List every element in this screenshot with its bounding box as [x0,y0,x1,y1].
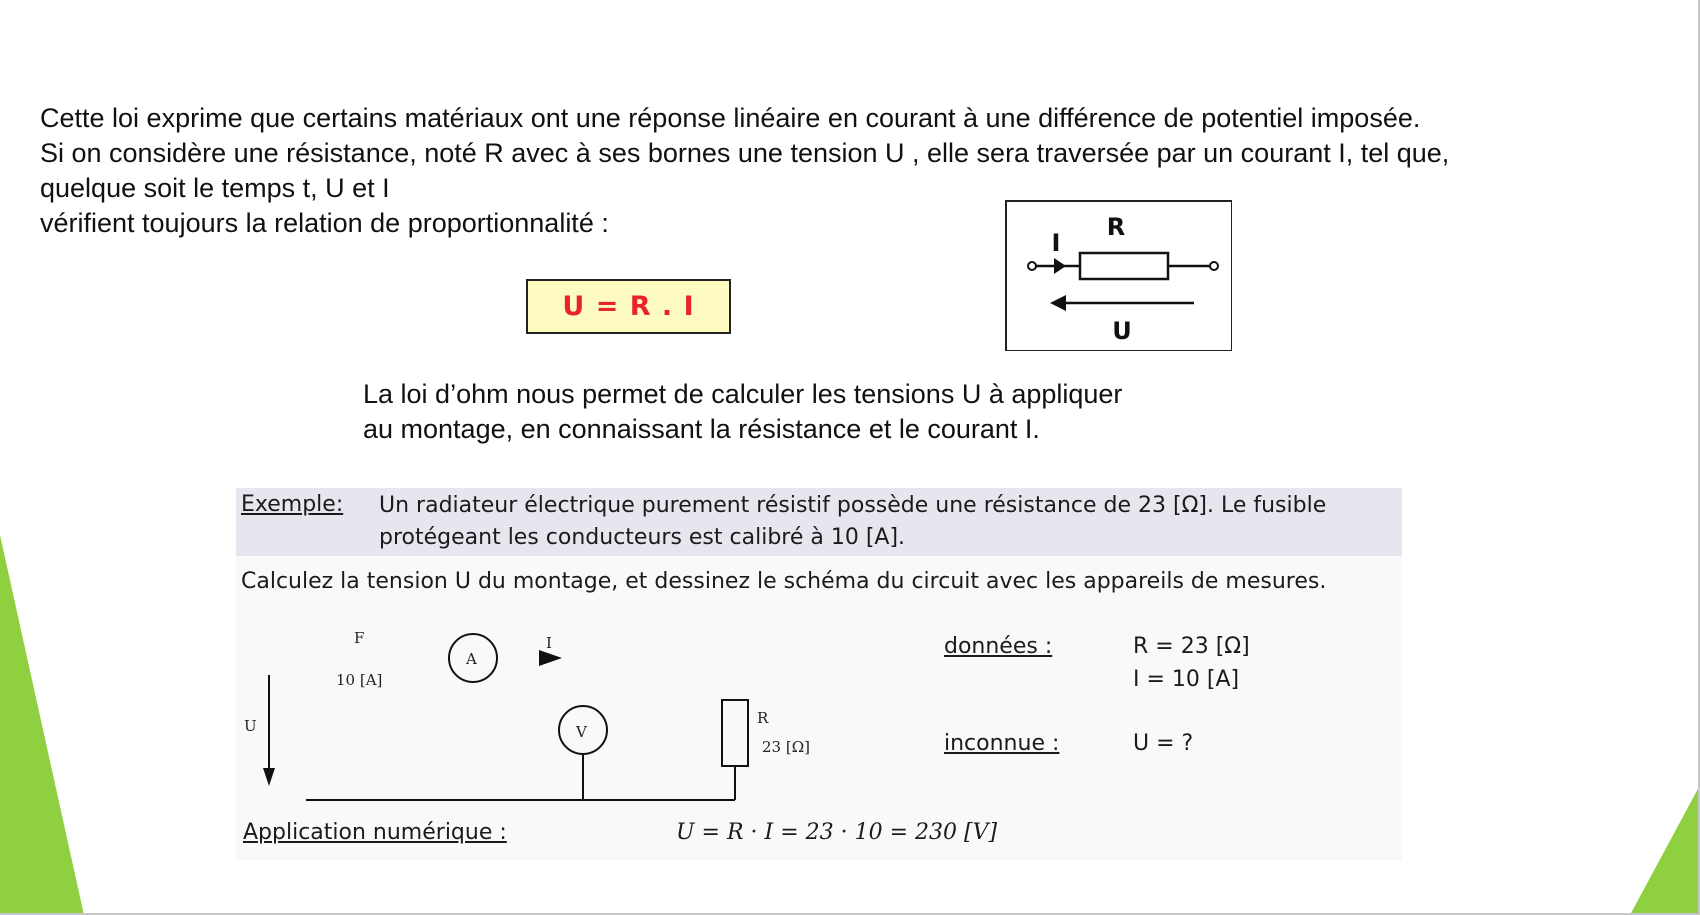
resistor-value: 23 [Ω] [762,738,810,756]
unknown-label: inconnue : [944,731,1060,756]
circuit-u-arrow [263,768,275,786]
formula-box: U = R . I [526,279,731,334]
paragraph-line-1: La loi d’ohm nous permet de calculer les tensions U à appliquer [363,379,1123,409]
application-label: Application numérique : [243,820,507,845]
circuit-resistor [722,700,748,766]
green-triangle-left [0,535,90,915]
schematic-terminal-left [1028,262,1036,270]
example-label: Exemple: [241,492,344,517]
voltmeter-label: V [576,723,587,741]
resistor-label: R [757,709,769,727]
example-circuit [236,620,836,810]
green-triangle-right [1630,785,1700,915]
fuse-label: F [354,629,365,647]
schematic-i-label: I [1051,229,1061,257]
fuse-value: 10 [A] [336,671,383,689]
resistor-schematic [1004,199,1232,351]
example-text-line-2: protégeant les conducteurs est calibré à 10 [A]. [379,525,906,550]
data-i: I = 10 [A] [1133,667,1240,692]
voltage-label: U [244,717,257,735]
circuit-current-arrow [539,650,562,666]
schematic-terminal-right [1210,262,1218,270]
intro-line-3: quelque soit le temps t, U et I [40,173,390,203]
application-formula: U = R · I = 23 · 10 = 230 [V] [676,820,998,845]
data-r: R = 23 [Ω] [1133,634,1250,659]
schematic-r-label: R [1106,213,1126,241]
intro-line-1: Cette loi exprime que certains matériaux ont une réponse linéaire en courant à une différence de potentiel imposée. [40,103,1421,133]
schematic-u-label: U [1112,317,1132,345]
example-text-line-1: Un radiateur électrique purement résistif possède une résistance de 23 [Ω]. Le fusible [379,493,1327,518]
unknown-value: U = ? [1133,731,1194,756]
data-label: données : [944,634,1053,659]
schematic-resistor [1080,253,1168,279]
paragraph-line-2: au montage, en connaissant la résistance et le courant I. [363,414,1040,444]
example-question: Calculez la tension U du montage, et dessinez le schéma du circuit avec les appareils de mesures. [241,569,1327,594]
current-label: I [546,634,552,652]
ammeter-label: A [466,650,477,668]
intro-line-4: vérifient toujours la relation de proportionnalité : [40,208,609,238]
intro-line-2: Si on considère une résistance, noté R avec à ses bornes une tension U , elle sera traversée par un courant I, tel que, [40,138,1450,168]
